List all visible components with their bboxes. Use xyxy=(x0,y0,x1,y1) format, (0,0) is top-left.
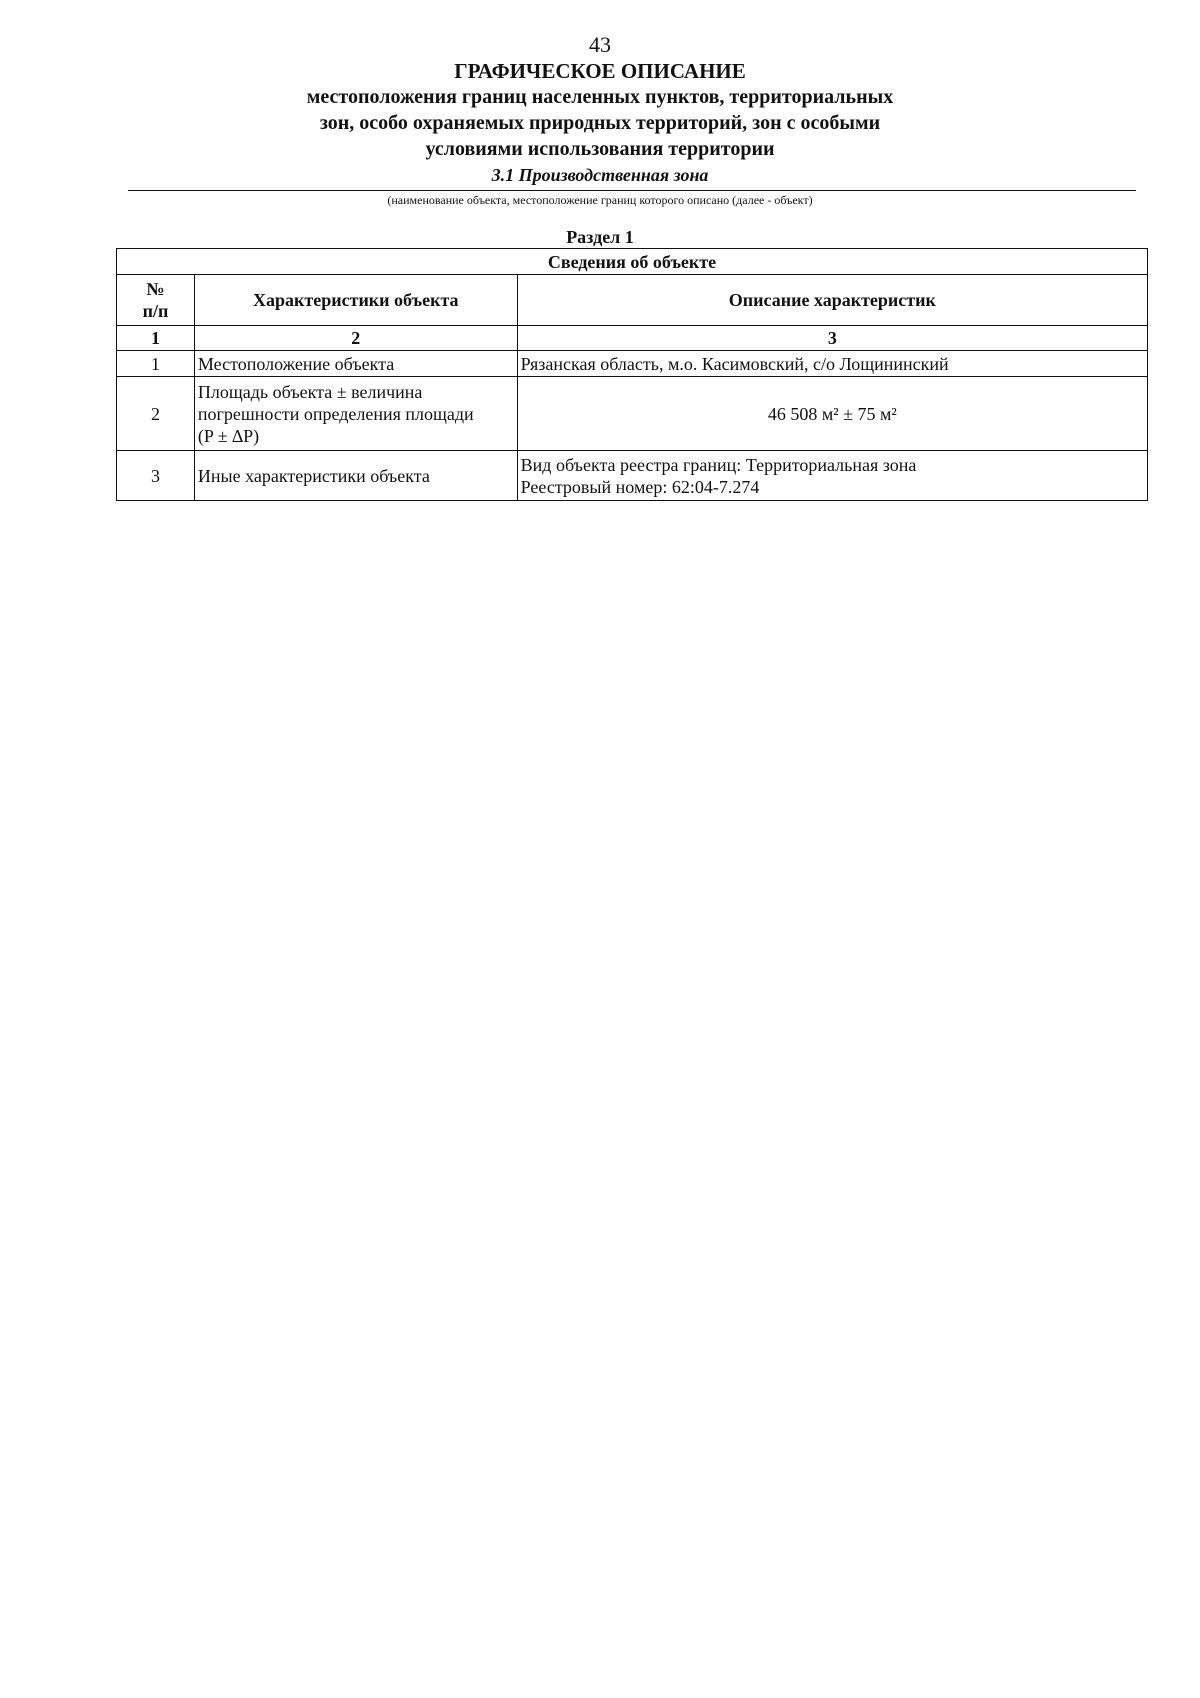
column-number: 2 xyxy=(194,326,517,351)
column-header-num-line: п/п xyxy=(142,301,169,321)
table-header-row xyxy=(117,275,1148,326)
table-row xyxy=(117,351,1148,377)
column-header-num xyxy=(117,275,195,326)
row-description xyxy=(517,451,1147,501)
table-row xyxy=(117,451,1148,501)
row-characteristic xyxy=(194,377,517,451)
document-subtitle xyxy=(0,84,1200,162)
row-characteristic-line: погрешности определения площади xyxy=(197,403,474,424)
subtitle-line: зон, особо охраняемых природных территорий, зон с особыми xyxy=(319,112,881,134)
column-header-num-line: № xyxy=(146,279,165,299)
page-number: 43 xyxy=(589,32,611,57)
column-number: 3 xyxy=(517,326,1147,351)
section-title: Раздел 1 xyxy=(566,227,634,247)
row-characteristic-line: Иные характеристики объекта xyxy=(197,465,430,486)
subtitle-line: условиями использования территории xyxy=(425,138,775,160)
zone-name: 3.1 Производственная зона xyxy=(491,165,709,185)
row-number: 3 xyxy=(117,451,195,501)
zone-caption: (наименование объекта, местоположение границ которого описано (далее - объект) xyxy=(387,193,813,207)
row-description-line: Реестровый номер: 62:04-7.274 xyxy=(520,476,760,497)
column-header-description: Описание характеристик xyxy=(517,275,1147,326)
row-description-line: Вид объекта реестра границ: Территориальная зона xyxy=(520,454,917,475)
row-description-line: Рязанская область, м.о. Касимовский, с/о Лощининский xyxy=(520,353,949,374)
column-number: 1 xyxy=(117,326,195,351)
row-characteristic-line: (P ± ∆P) xyxy=(197,425,260,446)
row-characteristic-line: Площадь объекта ± величина xyxy=(197,381,423,402)
row-characteristic xyxy=(194,451,517,501)
object-info-table xyxy=(116,248,1148,501)
row-number: 2 xyxy=(117,377,195,451)
zone-underline xyxy=(128,190,1136,191)
row-description xyxy=(517,351,1147,377)
table-row xyxy=(117,377,1148,451)
table-caption-row xyxy=(117,249,1148,275)
table-caption: Сведения об объекте xyxy=(117,249,1148,275)
row-characteristic xyxy=(194,351,517,377)
document-title: ГРАФИЧЕСКОЕ ОПИСАНИЕ xyxy=(454,59,746,83)
row-characteristic-line: Местоположение объекта xyxy=(197,353,395,374)
subtitle-line: местоположения границ населенных пунктов, территориальных xyxy=(306,86,894,108)
column-number-row xyxy=(117,326,1148,351)
row-number: 1 xyxy=(117,351,195,377)
column-header-characteristics: Характеристики объекта xyxy=(194,275,517,326)
row-description-line: 46 508 м² ± 75 м² xyxy=(767,403,897,424)
row-description xyxy=(517,377,1147,451)
